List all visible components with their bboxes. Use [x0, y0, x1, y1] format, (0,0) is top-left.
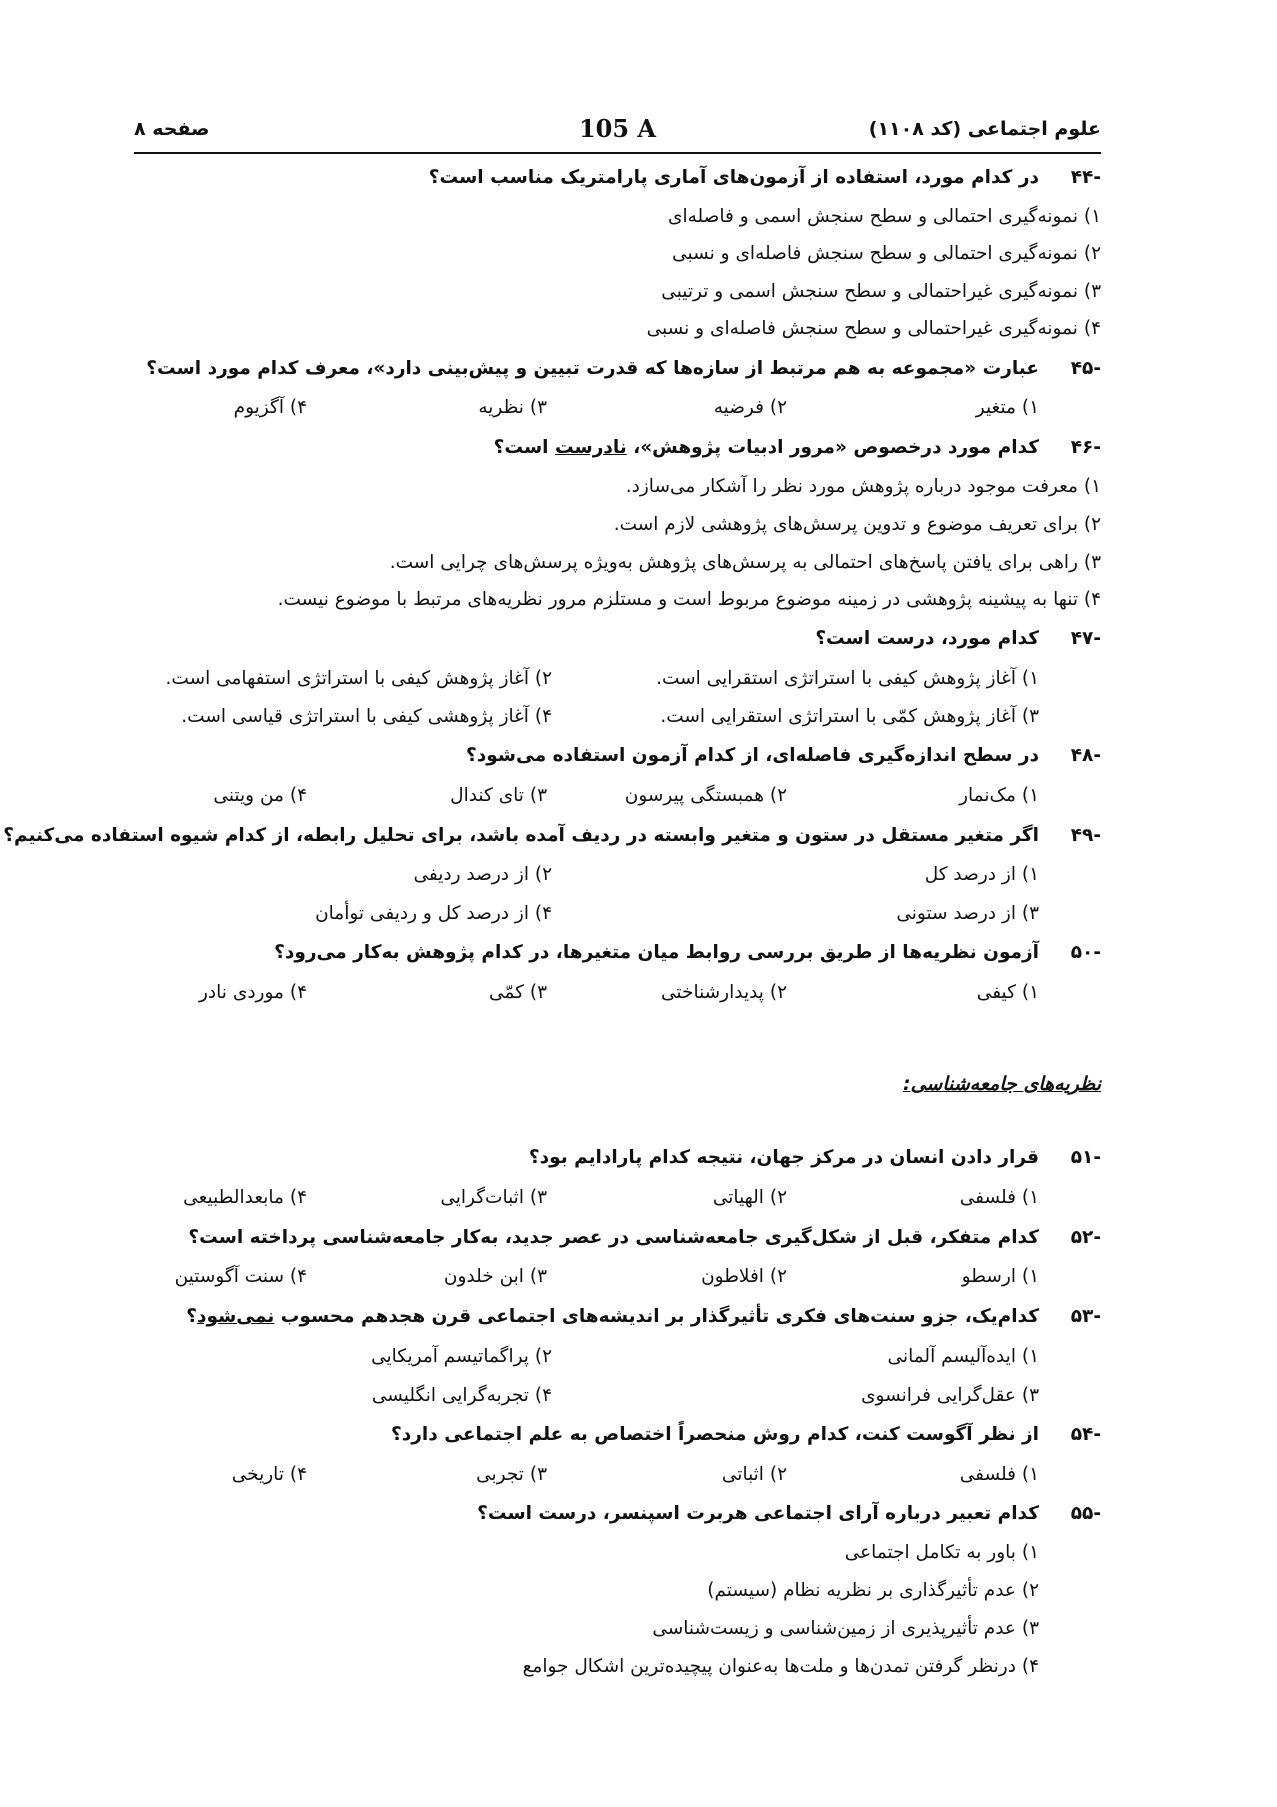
option[interactable]: ۱) نمونه‌گیری احتمالی و سطح سنجش اسمی و فاصله‌ای: [668, 206, 1101, 227]
option[interactable]: ۳) تای کندال: [450, 785, 547, 806]
option[interactable]: ۴) از درصد کل و ردیفی توأمان: [315, 903, 552, 924]
question-stem: [186, 1306, 1039, 1327]
option[interactable]: ۲) پدیدارشناختی: [661, 982, 787, 1003]
question-stem: کدام متفکر، قبل از شکل‌گیری جامعه‌شناسی در عصر جدید، به‌کار جامعه‌شناسی پرداخته است؟: [188, 1227, 1039, 1248]
option[interactable]: ۳) اثبات‌گرایی: [440, 1187, 547, 1208]
stem-part: ؟: [186, 1306, 197, 1327]
question-number: -۵۰: [1070, 942, 1101, 963]
option[interactable]: ۱) از درصد کل: [924, 864, 1039, 885]
option[interactable]: ۱) مک‌نمار: [959, 785, 1039, 806]
question-stem: اگر متغیر مستقل در ستون و متغیر وابسته در ردیف آمده باشد، برای تحلیل رابطه، از کدام شیوه استفاده می‌کنیم؟: [3, 825, 1039, 846]
option[interactable]: ۴) من ویتنی: [213, 785, 307, 806]
question-number: -۵۱: [1070, 1147, 1101, 1168]
question-stem: کدام تعبیر درباره آرای اجتماعی هربرت اسپنسر، درست است؟: [477, 1503, 1039, 1524]
question-stem: کدام مورد، درست است؟: [815, 628, 1039, 649]
option[interactable]: ۴) موردی نادر: [199, 982, 307, 1003]
option[interactable]: ۳) از درصد ستونی: [896, 903, 1039, 924]
option[interactable]: ۲) اثباتی: [721, 1464, 787, 1485]
option[interactable]: ۳) ابن خلدون: [443, 1266, 547, 1287]
question-number: -۵۴: [1070, 1424, 1101, 1445]
option[interactable]: ۳) تجربی: [476, 1464, 547, 1485]
question-number: -۴۵: [1070, 358, 1101, 379]
option[interactable]: ۲) پراگماتیسم آمریکایی: [371, 1346, 552, 1367]
question-number: -۴۹: [1070, 825, 1101, 846]
question-stem: در کدام مورد، استفاده از آزمون‌های آماری پارامتریک مناسب است؟: [428, 167, 1039, 188]
question-stem: در سطح اندازه‌گیری فاصله‌ای، از کدام آزمون استفاده می‌شود؟: [465, 745, 1039, 766]
option[interactable]: ۳) عقل‌گرایی فرانسوی: [861, 1385, 1039, 1406]
stem-part: کدام مورد درخصوص «مرور ادبیات پژوهش»،: [626, 437, 1039, 458]
option[interactable]: ۴) نمونه‌گیری غیراحتمالی و سطح سنجش فاصله‌ای و نسبی: [646, 318, 1101, 339]
question-stem: عبارت «مجموعه به هم مرتبط از سازه‌ها که قدرت تبیین و پیش‌بینی دارد»، معرف کدام مورد است؟: [146, 358, 1039, 379]
option[interactable]: ۳) نمونه‌گیری غیراحتمالی و سطح سنجش اسمی و ترتیبی: [661, 281, 1101, 302]
option[interactable]: ۴) تاریخی: [231, 1464, 307, 1485]
option[interactable]: ۱) متغیر: [975, 397, 1039, 418]
option[interactable]: ۱) باور به تکامل اجتماعی: [844, 1542, 1039, 1563]
question-stem: آزمون نظریه‌ها از طریق بررسی روابط میان متغیرها، در کدام پژوهش به‌کار می‌رود؟: [274, 942, 1039, 963]
option[interactable]: ۴) تنها به پیشینه پژوهشی در زمینه موضوع مربوط است و مستلزم مرور نظریه‌های مرتبط با موضوع نیست.: [277, 589, 1101, 610]
option[interactable]: ۳) نظریه: [478, 397, 547, 418]
page-number: صفحه ۸: [134, 118, 210, 140]
option[interactable]: ۳) آغاز پژوهش کمّی با استراتژی استقرایی است.: [660, 706, 1039, 727]
option[interactable]: ۱) آغاز پژوهش کیفی با استراتژی استقرایی است.: [656, 668, 1039, 689]
option[interactable]: ۱) ایده‌آلیسم آلمانی: [887, 1346, 1039, 1367]
option[interactable]: ۳) کمّی: [489, 982, 547, 1003]
booklet-code: 105 A: [578, 114, 657, 143]
option[interactable]: ۳) عدم تأثیرپذیری از زمین‌شناسی و زیست‌شناسی: [652, 1618, 1039, 1639]
question-stem: از نظر آگوست کنت، کدام روش منحصراً اختصاص به علم اجتماعی دارد؟: [391, 1424, 1039, 1445]
page-header: [134, 114, 1101, 152]
question-number: -۴۴: [1070, 167, 1101, 188]
stem-underlined: نمی‌شود: [196, 1306, 275, 1327]
option[interactable]: ۱) کیفی: [976, 982, 1039, 1003]
stem-part: است؟: [493, 437, 555, 458]
option[interactable]: ۳) راهی برای یافتن پاسخ‌های احتمالی به پرسش‌های پژوهش به‌ویژه پرسش‌های چرایی است.: [389, 552, 1101, 573]
option[interactable]: ۱) ارسطو: [961, 1266, 1039, 1287]
option[interactable]: ۲) همبستگی پیرسون: [624, 785, 787, 806]
option[interactable]: ۴) مابعدالطبیعی: [183, 1187, 307, 1208]
option[interactable]: ۲) عدم تأثیرگذاری بر نظریه نظام (سیستم): [707, 1580, 1039, 1601]
option[interactable]: ۴) درنظر گرفتن تمدن‌ها و ملت‌ها به‌عنوان پیچیده‌ترین اشکال جوامع: [522, 1656, 1039, 1677]
option[interactable]: ۴) آغاز پژوهشی کیفی با استراتژی قیاسی است.: [181, 706, 552, 727]
header-rule: [134, 152, 1101, 154]
question-number: -۵۵: [1070, 1503, 1101, 1524]
option[interactable]: ۱) معرفت موجود درباره پژوهش مورد نظر را آشکار می‌سازد.: [625, 476, 1101, 497]
question-number: -۵۲: [1070, 1227, 1101, 1248]
option[interactable]: ۲) برای تعریف موضوع و تدوین پرسش‌های پژوهشی لازم است.: [613, 514, 1101, 535]
question-number: -۴۶: [1070, 437, 1101, 458]
subject-title: علوم اجتماعی (کد ۱۱۰۸): [868, 118, 1101, 140]
stem-part: کدام‌یک، جزو سنت‌های فکری تأثیرگذار بر اندیشه‌های اجتماعی قرن هجدهم محسوب: [274, 1306, 1039, 1327]
option[interactable]: ۴) سنت آگوستین: [174, 1266, 307, 1287]
question-number: -۵۳: [1070, 1306, 1101, 1327]
option[interactable]: ۴) آگزیوم: [233, 397, 307, 418]
option[interactable]: ۲) نمونه‌گیری احتمالی و سطح سنجش فاصله‌ای و نسبی: [672, 243, 1101, 264]
option[interactable]: ۲) افلاطون: [701, 1266, 787, 1287]
question-stem: قرار دادن انسان در مرکز جهان، نتیجه کدام پارادایم بود؟: [528, 1147, 1039, 1168]
stem-underlined: نادرست: [554, 437, 627, 458]
option[interactable]: ۲) آغاز پژوهش کیفی با استراتژی استفهامی است.: [165, 668, 552, 689]
question-number: -۴۸: [1070, 745, 1101, 766]
question-number: -۴۷: [1070, 628, 1101, 649]
question-stem: [494, 437, 1039, 458]
option[interactable]: ۲) فرضیه: [713, 397, 787, 418]
option[interactable]: ۴) تجربه‌گرایی انگلیسی: [371, 1385, 552, 1406]
option[interactable]: ۲) از درصد ردیفی: [413, 864, 552, 885]
option[interactable]: ۱) فلسفی: [959, 1187, 1039, 1208]
section-title: نظریه‌های جامعه‌شناسی:: [903, 1073, 1101, 1095]
option[interactable]: ۱) فلسفی: [959, 1464, 1039, 1485]
option[interactable]: ۲) الهیاتی: [712, 1187, 787, 1208]
